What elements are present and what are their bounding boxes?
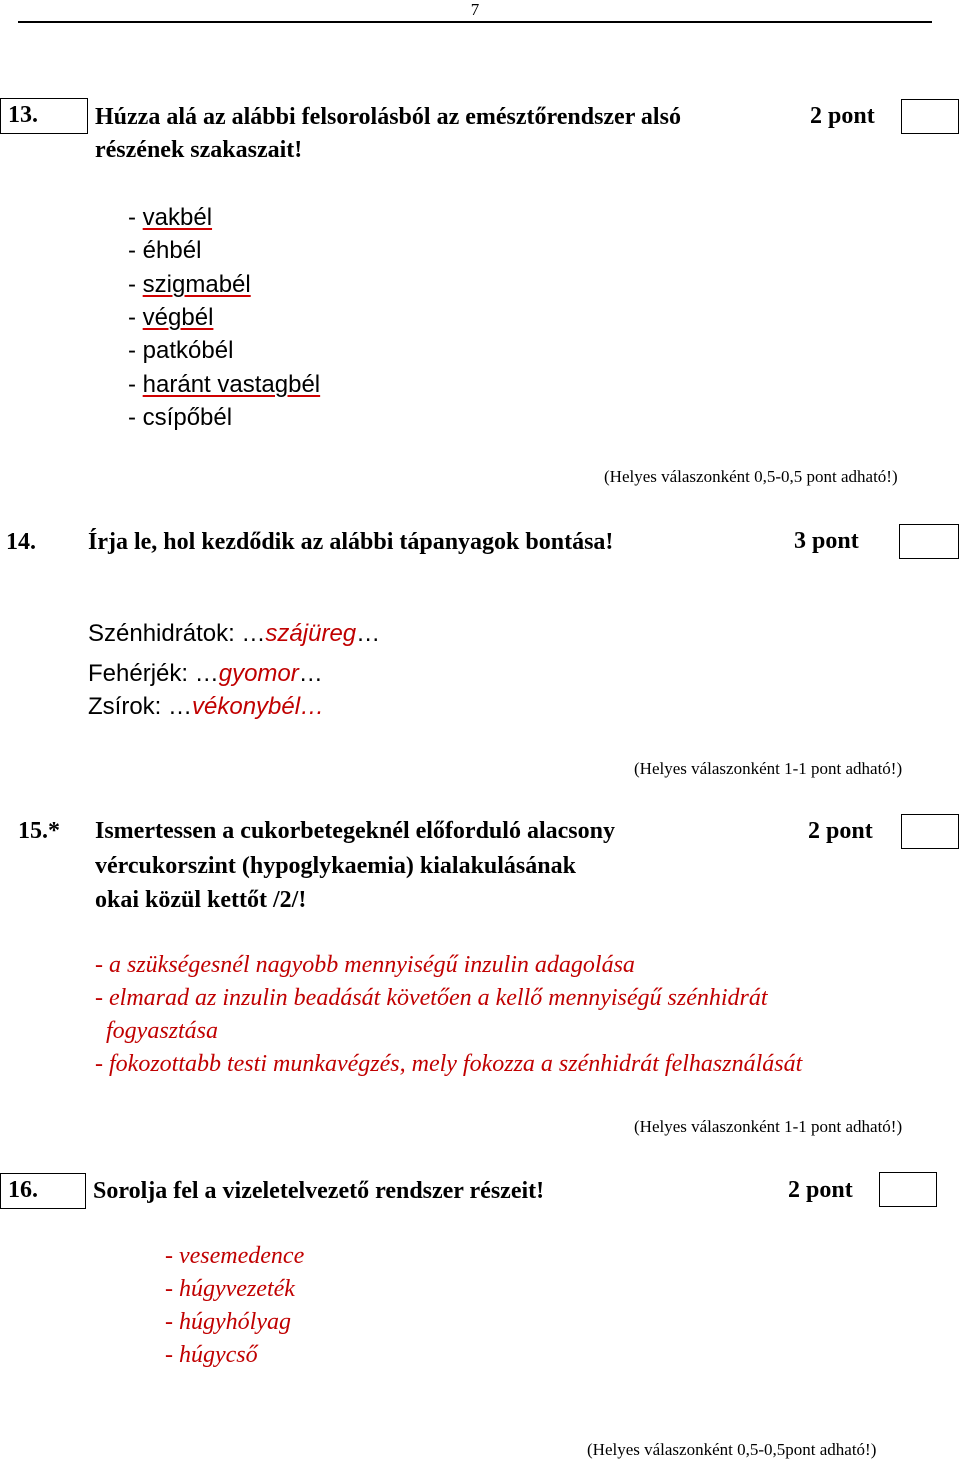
question-13-score-box[interactable]	[901, 99, 959, 134]
q13-option	[128, 271, 251, 299]
q14-row-proteins: Fehérjék: …gyomor…	[88, 660, 323, 687]
q13-option-dash: -	[128, 337, 143, 364]
question-15-title-line3: okai közül kettőt /2/!	[95, 887, 307, 913]
question-15-title-line2: vércukorszint (hypoglykaemia) kialakulásának	[95, 853, 576, 879]
q14-row-fats: Zsírok: …vékonybél…	[88, 693, 325, 720]
question-13-title-line1: Húzza alá az alábbi felsorolásból az emésztőrendszer alsó	[95, 104, 681, 130]
question-14-title: Írja le, hol kezdődik az alábbi tápanyagok bontása!	[88, 529, 614, 555]
question-15-points: 2 pont	[808, 818, 873, 844]
question-14-score-box[interactable]	[899, 524, 959, 559]
question-14-points: 3 pont	[794, 528, 859, 554]
question-14-number: 14.	[6, 529, 36, 555]
page-number: 7	[470, 0, 480, 19]
question-16-scoring-note: (Helyes válaszonként 0,5-0,5pont adható!)	[587, 1440, 877, 1459]
q13-option-text: haránt vastagbél	[142, 371, 321, 398]
q16-answer-1: - vesemedence	[165, 1243, 305, 1269]
q13-option-dash: -	[128, 404, 143, 431]
q16-answer-3: - húgyhólyag	[165, 1309, 291, 1335]
question-13-scoring-note: (Helyes válaszonként 0,5-0,5 pont adható!)	[604, 467, 898, 486]
q13-option	[128, 204, 212, 232]
q13-option-text: csípőbél	[142, 404, 233, 431]
question-16-number: 16.	[0, 1173, 86, 1209]
question-13-number: 13.	[0, 98, 88, 134]
q13-option-dash: -	[128, 271, 143, 298]
q14-answer-proteins: gyomor	[218, 660, 299, 687]
top-rule	[18, 21, 932, 23]
q14-answer-fats: vékonybél	[192, 693, 301, 720]
q14-answer-carbohydrates: szájüreg	[265, 620, 357, 647]
q13-option-text: szigmabél	[142, 271, 251, 298]
question-14-scoring-note: (Helyes válaszonként 1-1 pont adható!)	[634, 759, 903, 778]
q15-answer-2-continued: fogyasztása	[106, 1018, 219, 1044]
question-15-number: 15.*	[18, 818, 60, 844]
question-15-scoring-note: (Helyes válaszonként 1-1 pont adható!)	[634, 1117, 903, 1136]
question-13-title-line2: részének szakaszait!	[95, 137, 303, 163]
q15-answer-1: - a szükségesnél nagyobb mennyiségű inzulin adagolása	[95, 952, 635, 978]
q13-option-text: éhbél	[142, 237, 202, 264]
q13-option-dash: -	[128, 304, 143, 331]
q16-answer-4: - húgycső	[165, 1342, 258, 1368]
question-15-title-line1: Ismertessen a cukorbetegeknél előforduló alacsony	[95, 818, 615, 844]
q13-option-dash: -	[128, 371, 143, 398]
q14-row-carbohydrates: Szénhidrátok: …szájüreg…	[88, 620, 381, 647]
q15-answer-3: - fokozottabb testi munkavégzés, mely fokozza a szénhidrát felhasználását	[95, 1051, 803, 1077]
q13-option	[128, 337, 233, 365]
question-13-points: 2 pont	[810, 103, 875, 129]
q13-option	[128, 304, 213, 332]
q16-answer-2: - húgyvezeték	[165, 1276, 295, 1302]
question-16-points: 2 pont	[788, 1177, 853, 1203]
question-16-title: Sorolja fel a vizeletelvezető rendszer részeit!	[93, 1178, 545, 1204]
q13-option	[128, 404, 232, 432]
q13-option-text: végbél	[142, 304, 214, 331]
q13-option-text: patkóbél	[142, 337, 234, 364]
question-16-score-box[interactable]	[879, 1172, 937, 1207]
q13-option-text: vakbél	[142, 204, 213, 231]
q13-option-dash: -	[128, 204, 143, 231]
q15-answer-2: - elmarad az inzulin beadását követően a kellő mennyiségű szénhidrát	[95, 985, 768, 1011]
q13-option	[128, 237, 201, 265]
question-15-score-box[interactable]	[901, 814, 959, 849]
q13-option	[128, 371, 320, 399]
q13-option-dash: -	[128, 237, 143, 264]
